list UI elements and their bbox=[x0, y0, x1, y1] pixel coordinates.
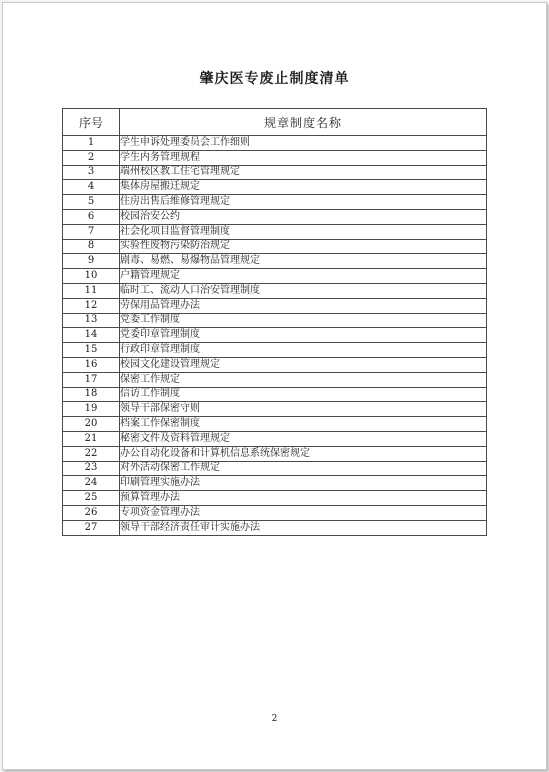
rule-name: 剧毒、易燃、易爆物品管理规定 bbox=[120, 254, 487, 269]
abolished-rules-table bbox=[62, 108, 487, 536]
rule-name: 保密工作规定 bbox=[120, 372, 487, 387]
rule-name: 党委印章管理制度 bbox=[120, 328, 487, 343]
rule-name: 临时工、流动人口治安管理制度 bbox=[120, 283, 487, 298]
header-rule-name: 规章制度名称 bbox=[120, 109, 487, 136]
row-number: 24 bbox=[63, 476, 120, 491]
row-number: 7 bbox=[63, 224, 120, 239]
table-row bbox=[63, 180, 487, 195]
table-row bbox=[63, 461, 487, 476]
rule-name: 学生申诉处理委员会工作细则 bbox=[120, 136, 487, 151]
row-number: 6 bbox=[63, 209, 120, 224]
table-row bbox=[63, 165, 487, 180]
table-row bbox=[63, 239, 487, 254]
table-row bbox=[63, 505, 487, 520]
rule-name: 印刷管理实施办法 bbox=[120, 476, 487, 491]
row-number: 3 bbox=[63, 165, 120, 180]
row-number: 4 bbox=[63, 180, 120, 195]
row-number: 5 bbox=[63, 195, 120, 210]
table-row bbox=[63, 343, 487, 358]
rule-name: 秘密文件及资料管理规定 bbox=[120, 431, 487, 446]
table-row bbox=[63, 283, 487, 298]
rule-name: 信访工作制度 bbox=[120, 387, 487, 402]
table-row bbox=[63, 402, 487, 417]
table-header-row bbox=[63, 109, 487, 136]
table-row bbox=[63, 298, 487, 313]
row-number: 12 bbox=[63, 298, 120, 313]
table-row bbox=[63, 520, 487, 535]
rule-name: 实验性废物污染防治规定 bbox=[120, 239, 487, 254]
table-row bbox=[63, 372, 487, 387]
rule-name: 社会化项目监督管理制度 bbox=[120, 224, 487, 239]
table-row bbox=[63, 209, 487, 224]
row-number: 10 bbox=[63, 269, 120, 284]
table-row bbox=[63, 328, 487, 343]
rule-name: 集体房屋搬迁规定 bbox=[120, 180, 487, 195]
table-row bbox=[63, 224, 487, 239]
rule-name: 办公自动化设备和计算机信息系统保密规定 bbox=[120, 446, 487, 461]
row-number: 15 bbox=[63, 343, 120, 358]
row-number: 8 bbox=[63, 239, 120, 254]
table-row bbox=[63, 313, 487, 328]
rule-name: 学生内务管理规程 bbox=[120, 150, 487, 165]
rule-name: 党委工作制度 bbox=[120, 313, 487, 328]
row-number: 19 bbox=[63, 402, 120, 417]
rule-name: 端州校区教工住宅管理规定 bbox=[120, 165, 487, 180]
row-number: 9 bbox=[63, 254, 120, 269]
row-number: 20 bbox=[63, 417, 120, 432]
rule-name: 预算管理办法 bbox=[120, 491, 487, 506]
rule-name: 户籍管理规定 bbox=[120, 269, 487, 284]
header-number: 序号 bbox=[63, 109, 120, 136]
rule-name: 校园治安公约 bbox=[120, 209, 487, 224]
row-number: 11 bbox=[63, 283, 120, 298]
row-number: 23 bbox=[63, 461, 120, 476]
row-number: 22 bbox=[63, 446, 120, 461]
table-row bbox=[63, 357, 487, 372]
document-title: 肇庆医专废止制度清单 bbox=[199, 71, 350, 87]
rule-name: 行政印章管理制度 bbox=[120, 343, 487, 358]
table-row bbox=[63, 269, 487, 284]
row-number: 18 bbox=[63, 387, 120, 402]
row-number: 21 bbox=[63, 431, 120, 446]
table-row bbox=[63, 136, 487, 151]
table-row bbox=[63, 476, 487, 491]
row-number: 2 bbox=[63, 150, 120, 165]
row-number: 25 bbox=[63, 491, 120, 506]
row-number: 13 bbox=[63, 313, 120, 328]
table-row bbox=[63, 417, 487, 432]
rule-name: 对外活动保密工作规定 bbox=[120, 461, 487, 476]
row-number: 26 bbox=[63, 505, 120, 520]
row-number: 16 bbox=[63, 357, 120, 372]
rule-name: 专项资金管理办法 bbox=[120, 505, 487, 520]
row-number: 17 bbox=[63, 372, 120, 387]
table-row bbox=[63, 254, 487, 269]
rule-name: 档案工作保密制度 bbox=[120, 417, 487, 432]
table-row bbox=[63, 446, 487, 461]
table-row bbox=[63, 387, 487, 402]
rule-name: 住房出售后维修管理规定 bbox=[120, 195, 487, 210]
row-number: 1 bbox=[63, 136, 120, 151]
table-row bbox=[63, 431, 487, 446]
rule-name: 劳保用品管理办法 bbox=[120, 298, 487, 313]
rule-name: 领导干部保密守则 bbox=[120, 402, 487, 417]
table-row bbox=[63, 195, 487, 210]
page-number: 2 bbox=[271, 714, 278, 724]
row-number: 14 bbox=[63, 328, 120, 343]
rule-name: 校园文化建设管理规定 bbox=[120, 357, 487, 372]
rule-name: 领导干部经济责任审计实施办法 bbox=[120, 520, 487, 535]
table-row bbox=[63, 491, 487, 506]
table-row bbox=[63, 150, 487, 165]
row-number: 27 bbox=[63, 520, 120, 535]
